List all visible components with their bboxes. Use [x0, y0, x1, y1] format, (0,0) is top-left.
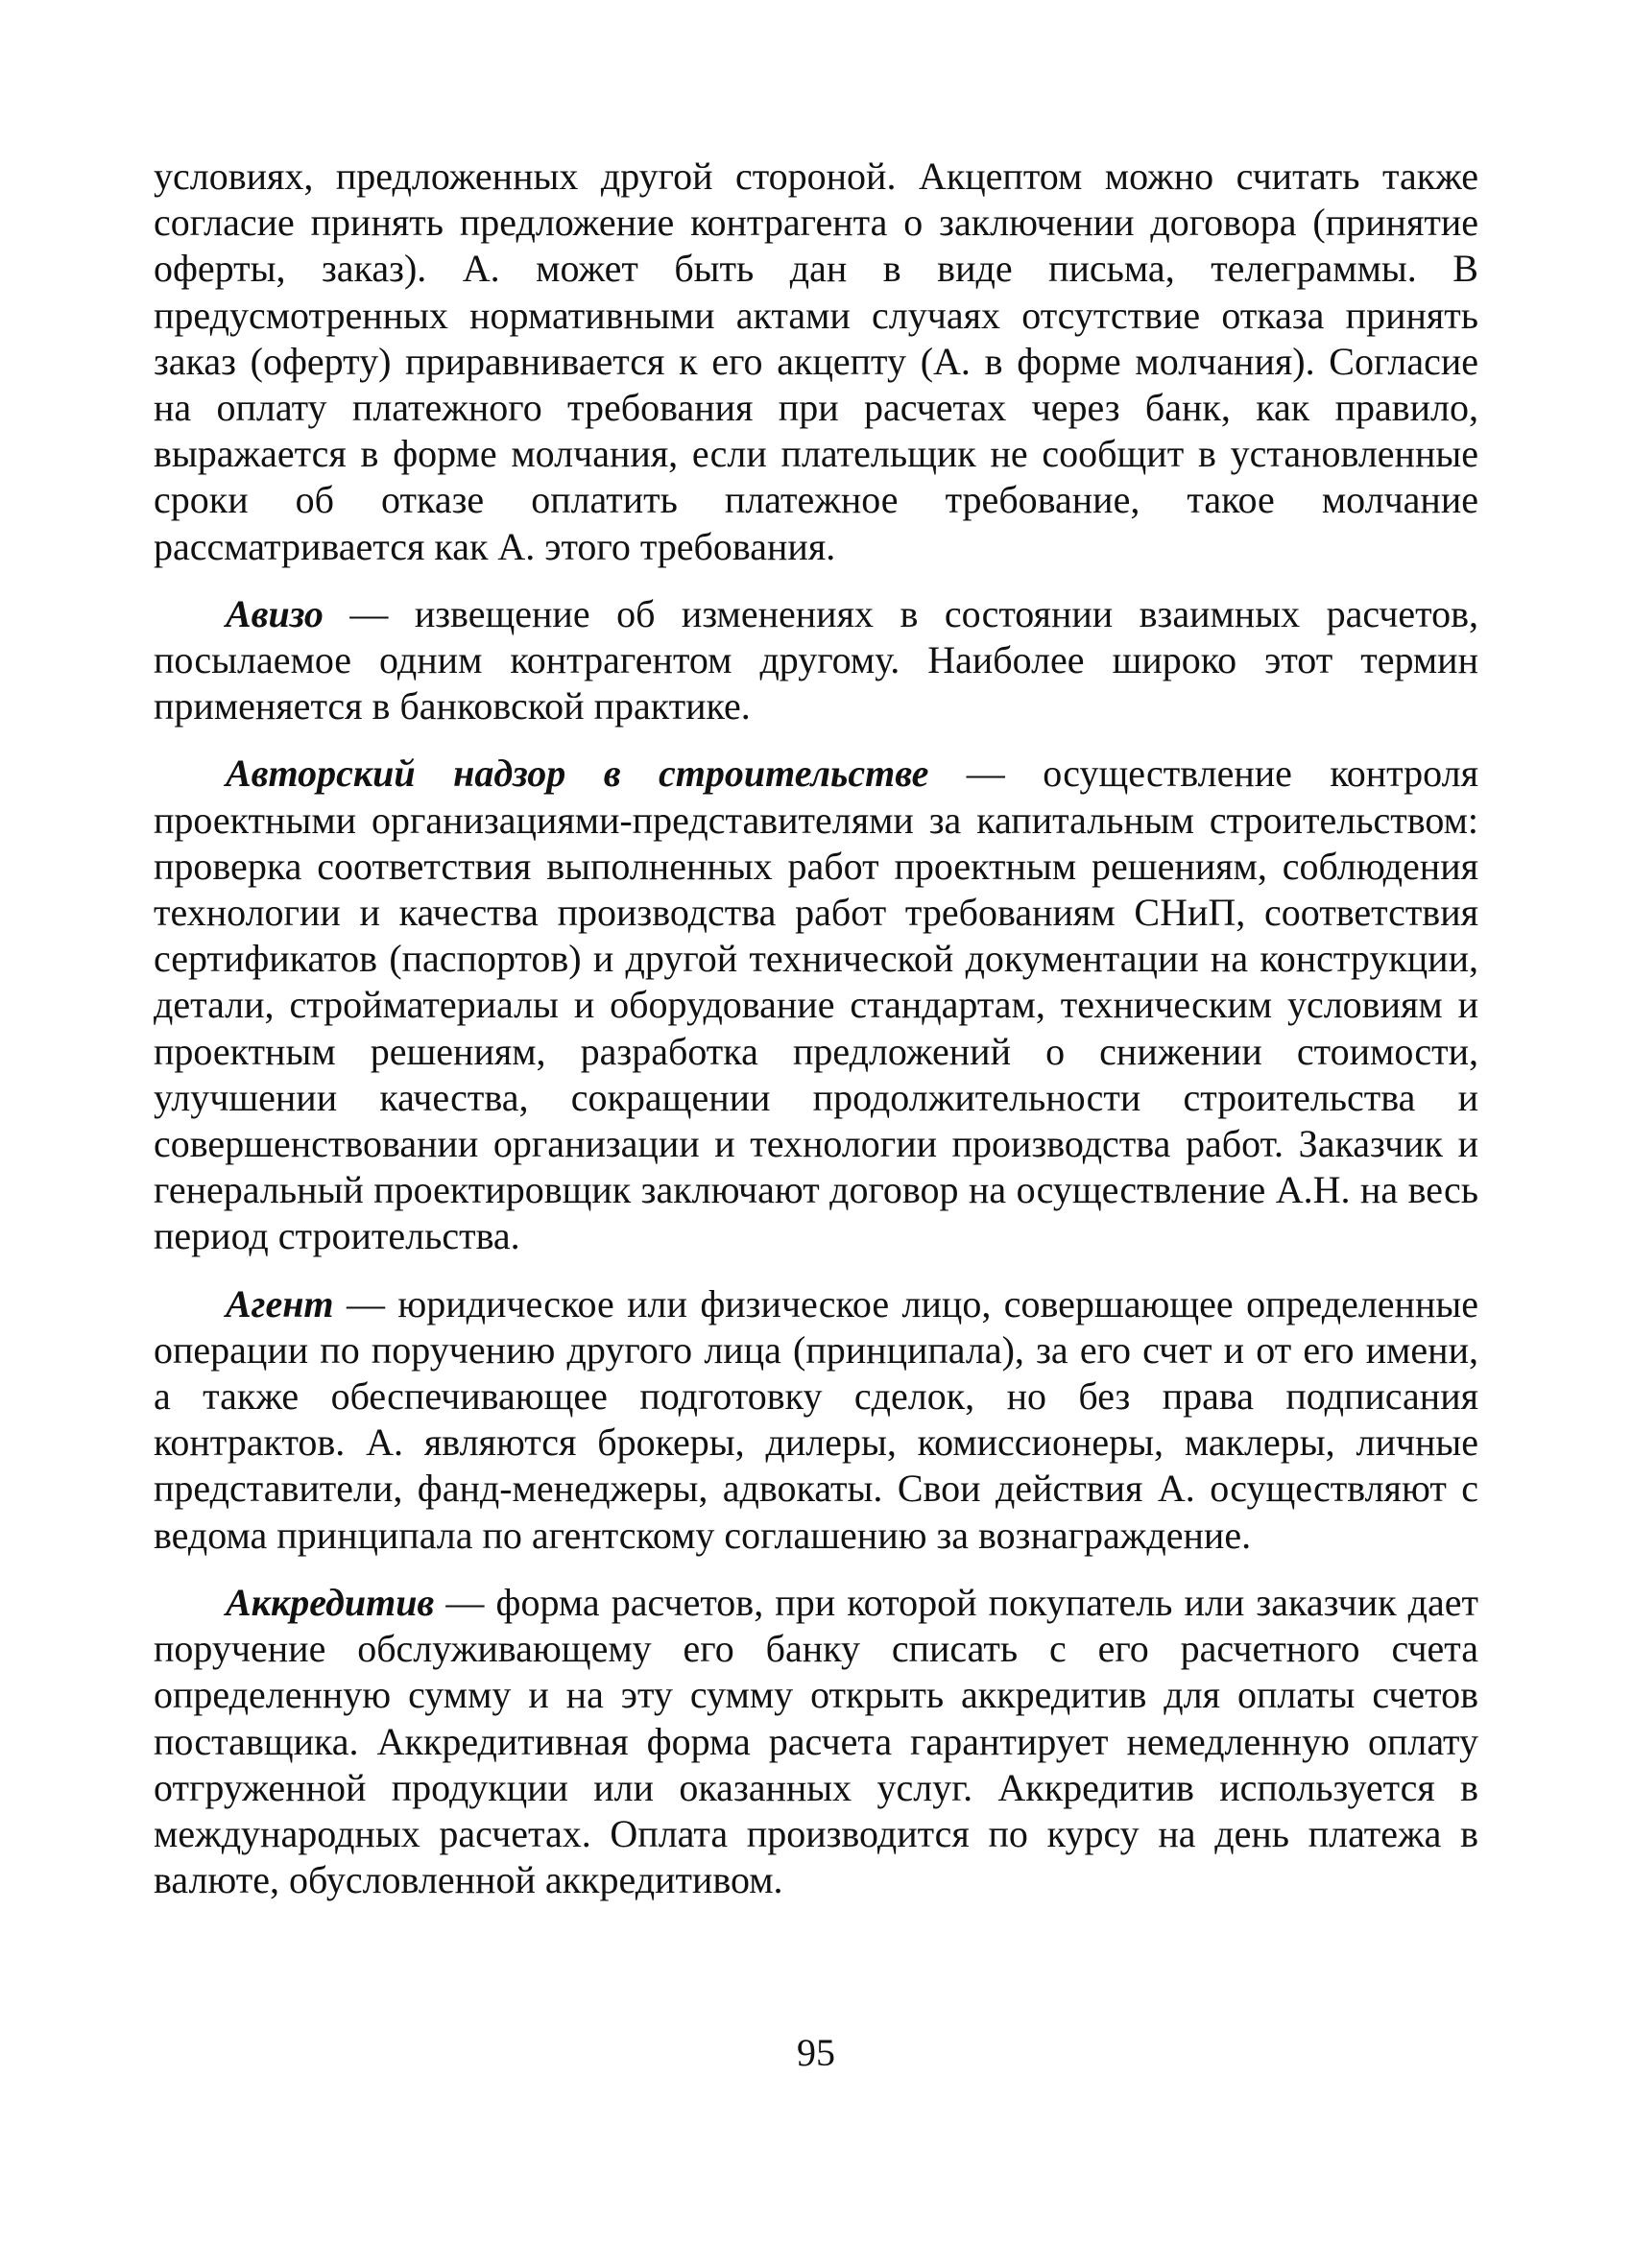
term-agent: Агент — [226, 1281, 334, 1325]
paragraph-text: — юридическое или физическое лицо, совершающее определенные операции по поручению другого лица (принципала), за его счет и от его имени, а также обеспечивающее подготовку сделок, но без права подписания контрактов. А. являются брокеры, дилеры, комиссионеры, маклеры, личные представители, фанд-менеджеры, адвокаты. Свои действия А. осуществляют с ведома принципала по агентскому соглашению за вознаграждение. — [154, 1281, 1478, 1557]
paragraph-text: — извещение об изменениях в состоянии взаимных расчетов, посылаемое одним контрагентом другому. Наиболее широко этот термин применяется в банковской практике. — [154, 591, 1478, 728]
page-number: 95 — [797, 2031, 835, 2074]
page-body — [154, 154, 1478, 1903]
paragraph-akcept-continuation — [154, 154, 1478, 570]
paragraph-text: — осуществление контроля проектными организациями-представителями за капитальным строительством: проверка соответствия выполненных работ проектным решениям, соблюдения технологии и качества производства работ требованиям СНиП, соответствия сертификатов (паспортов) и другой технической документации на конструкции, детали, стройматериалы и оборудование стандартам, техническим условиям и проектным решениям, разработка предложений о снижении стоимости, улучшении качества, сокращении продолжительности строительства и совершенствовании организации и технологии производства работ. Заказчик и генеральный проектировщик заключают договор на осуществление А.Н. на весь период строительства. — [154, 752, 1478, 1258]
term-avizo: Авизо — [226, 591, 324, 635]
paragraph-akkreditiv — [154, 1580, 1478, 1903]
term-avtorskiy-nadzor: Авторский надзор в строительстве — [226, 752, 929, 796]
paragraph-text: — форма расчетов, при которой покупатель или заказчик дает поручение обслуживающему его банку списать с его расчетного счета определенную сумму и на эту сумму открыть аккредитив для оплаты счетов поставщика. Аккредитивная форма расчета гарантирует немедленную оплату отгруженной продукции или оказанных услуг. Аккредитив используется в международных расчетах. Оплата производится по курсу на день платежа в валюте, обусловленной аккредитивом. — [154, 1580, 1478, 1902]
paragraph-avtorskiy-nadzor — [154, 751, 1478, 1259]
term-akkreditiv: Аккредитив — [226, 1580, 435, 1624]
paragraph-text: условиях, предложенных другой стороной. Акцептом можно считать также согласие принять предложение контрагента о заключении договора (принятие оферты, заказ). А. может быть дан в виде письма, телеграммы. В предусмотренных нормативными актами случаях отсутствие отказа принять заказ (оферту) приравнивается к его акцепту (А. в форме молчания). Согласие на оплату платежного требования при расчетах через банк, как правило, выражается в форме молчания, если плательщик не сообщит в установленные сроки об отказе оплатить платежное требование, такое молчание рассматривается как А. этого требования. — [154, 155, 1478, 568]
paragraph-avizo — [154, 591, 1478, 730]
paragraph-agent — [154, 1281, 1478, 1559]
